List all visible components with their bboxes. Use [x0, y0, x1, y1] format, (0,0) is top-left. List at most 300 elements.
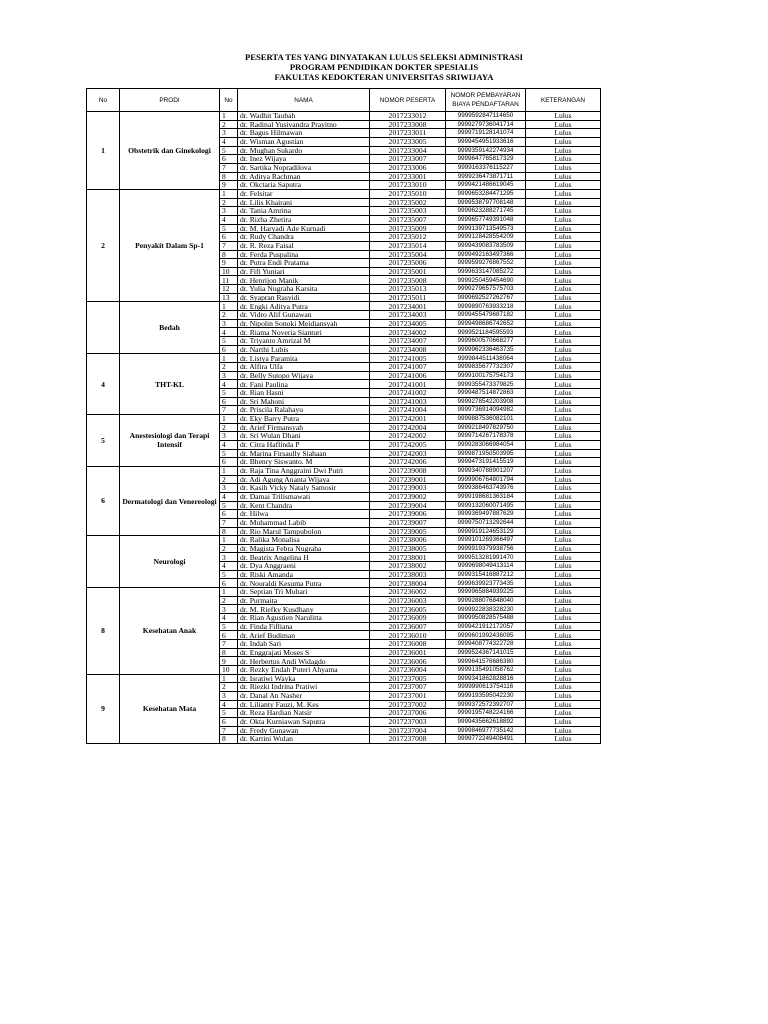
participant-number-cell: 2017235012	[370, 233, 446, 242]
participant-name-cell: dr. Herbertus Andi Widagdo	[238, 657, 370, 666]
participant-name-cell: dr. Okctaria Saputra	[238, 181, 370, 190]
row-index-cell: 2	[220, 120, 238, 129]
table-body	[87, 112, 601, 744]
table-row	[87, 536, 601, 545]
status-cell: Lulus	[526, 414, 601, 423]
participant-name-cell: dr. Arief Budiman	[238, 631, 370, 640]
status-cell: Lulus	[526, 259, 601, 268]
row-index-cell: 5	[220, 337, 238, 346]
row-index-cell: 6	[220, 579, 238, 588]
payment-number-cell: 9999772249408491	[446, 735, 526, 744]
participant-name-cell: dr. Tania Amrina	[238, 207, 370, 216]
participant-number-cell: 2017242004	[370, 423, 446, 432]
participant-number-cell: 2017241003	[370, 397, 446, 406]
status-cell: Lulus	[526, 172, 601, 181]
participant-name-cell: dr. Dya Anggraeni	[238, 562, 370, 571]
row-index-cell: 4	[220, 380, 238, 389]
row-index-cell: 7	[220, 726, 238, 735]
participant-name-cell: dr. Engki Aditya Putra	[238, 302, 370, 311]
participant-number-cell: 2017233012	[370, 112, 446, 121]
participant-number-cell: 2017233001	[370, 172, 446, 181]
participant-name-cell: dr. Sri Mahoni	[238, 397, 370, 406]
status-cell: Lulus	[526, 328, 601, 337]
table-row	[87, 112, 601, 121]
status-cell: Lulus	[526, 423, 601, 432]
row-index-cell: 8	[220, 172, 238, 181]
row-index-cell: 1	[220, 354, 238, 363]
participant-number-cell: 2017241005	[370, 354, 446, 363]
column-header-no: No	[87, 89, 120, 112]
payment-number-cell: 9999887536082101	[446, 414, 526, 423]
participant-name-cell: dr. R. Reza Faisal	[238, 241, 370, 250]
participant-name-cell: dr. Alfira Ulfa	[238, 363, 370, 372]
status-cell: Lulus	[526, 466, 601, 475]
participant-number-cell: 2017235013	[370, 285, 446, 294]
row-index-cell: 5	[220, 224, 238, 233]
row-index-cell: 4	[220, 700, 238, 709]
status-cell: Lulus	[526, 510, 601, 519]
participant-number-cell: 2017241004	[370, 406, 446, 415]
row-index-cell: 4	[220, 137, 238, 146]
status-cell: Lulus	[526, 536, 601, 545]
status-cell: Lulus	[526, 112, 601, 121]
payment-number-cell: 9999714267178378	[446, 432, 526, 441]
payment-number-cell: 9999498686742652	[446, 319, 526, 328]
participant-number-cell: 2017235014	[370, 241, 446, 250]
row-index-cell: 3	[220, 432, 238, 441]
row-index-cell: 6	[220, 155, 238, 164]
participant-number-cell: 2017237002	[370, 700, 446, 709]
status-cell: Lulus	[526, 215, 601, 224]
payment-number-cell: 9999846977735142	[446, 726, 526, 735]
status-cell: Lulus	[526, 605, 601, 614]
participant-number-cell: 2017234002	[370, 328, 446, 337]
payment-number-cell: 9999421486619045	[446, 181, 526, 190]
status-cell: Lulus	[526, 345, 601, 354]
status-cell: Lulus	[526, 570, 601, 579]
payment-number-cell: 9999657749391048	[446, 215, 526, 224]
payment-number-cell: 9999315416887212	[446, 570, 526, 579]
payment-number-cell: 9999692527262767	[446, 293, 526, 302]
row-index-cell: 4	[220, 328, 238, 337]
row-index-cell: 4	[220, 562, 238, 571]
payment-number-cell: 9999132060071495	[446, 501, 526, 510]
table-row	[87, 466, 601, 475]
participant-number-cell: 2017242002	[370, 432, 446, 441]
participant-number-cell: 2017239007	[370, 518, 446, 527]
payment-number-cell: 9999454951933616	[446, 137, 526, 146]
payment-number-cell: 9999279736041714	[446, 120, 526, 129]
participant-name-cell: dr. Narthi Lubis	[238, 345, 370, 354]
payment-number-cell: 9999599276867552	[446, 259, 526, 268]
participant-number-cell: 2017233006	[370, 163, 446, 172]
table-row	[87, 674, 601, 683]
participant-name-cell: dr. Yulia Nugraha Karsita	[238, 285, 370, 294]
status-cell: Lulus	[526, 354, 601, 363]
status-cell: Lulus	[526, 631, 601, 640]
row-index-cell: 2	[220, 311, 238, 320]
program-cell: Dermatologi dan Venereologi	[120, 466, 220, 535]
participant-name-cell: dr. Wisman Agustian	[238, 137, 370, 146]
participant-name-cell: dr. Putra Endi Pratama	[238, 259, 370, 268]
participant-name-cell: dr. Kartini Wulan	[238, 735, 370, 744]
status-cell: Lulus	[526, 449, 601, 458]
payment-number-cell: 9999128428554209	[446, 233, 526, 242]
row-index-cell: 3	[220, 129, 238, 138]
column-header-note: KETERANGAN	[526, 89, 601, 112]
status-cell: Lulus	[526, 380, 601, 389]
payment-header-line1: NOMOR PEMBAYARAN	[450, 92, 521, 99]
status-cell: Lulus	[526, 389, 601, 398]
participant-number-cell: 2017239005	[370, 527, 446, 536]
participant-number-cell: 2017241007	[370, 363, 446, 372]
status-cell: Lulus	[526, 397, 601, 406]
participant-number-cell: 2017236005	[370, 605, 446, 614]
participant-name-cell: dr. Rian Agustien Narulitta	[238, 614, 370, 623]
group-number-cell: 4	[87, 354, 120, 415]
payment-number-cell: 9999236473871711	[446, 172, 526, 181]
row-index-cell: 4	[220, 440, 238, 449]
row-index-cell: 2	[220, 198, 238, 207]
participant-name-cell: dr. Okta Kurniawan Saputra	[238, 717, 370, 726]
row-index-cell: 5	[220, 501, 238, 510]
row-index-cell: 3	[220, 207, 238, 216]
status-cell: Lulus	[526, 553, 601, 562]
status-cell: Lulus	[526, 432, 601, 441]
participant-name-cell: dr. Riama Noveria Sianturi	[238, 328, 370, 337]
program-cell: Obstetrik dan Ginekologi	[120, 112, 220, 190]
payment-number-cell: 9999890763933218	[446, 302, 526, 311]
participant-name-cell: dr. Syapran Rasyidi	[238, 293, 370, 302]
status-cell: Lulus	[526, 146, 601, 155]
participant-number-cell: 2017236007	[370, 622, 446, 631]
row-index-cell: 9	[220, 657, 238, 666]
status-cell: Lulus	[526, 276, 601, 285]
row-index-cell: 1	[220, 189, 238, 198]
participant-number-cell: 2017236004	[370, 666, 446, 675]
participant-number-cell: 2017235008	[370, 276, 446, 285]
participant-number-cell: 2017235004	[370, 250, 446, 259]
row-index-cell: 6	[220, 458, 238, 467]
payment-number-cell: 9999641576686380	[446, 657, 526, 666]
participant-number-cell: 2017233007	[370, 155, 446, 164]
row-index-cell: 1	[220, 588, 238, 597]
status-cell: Lulus	[526, 120, 601, 129]
participant-name-cell: dr. Kent Chandra	[238, 501, 370, 510]
participant-name-cell: dr. Magista Febra Nugraha	[238, 544, 370, 553]
payment-number-cell: 9999439083783509	[446, 241, 526, 250]
row-index-cell: 4	[220, 614, 238, 623]
payment-number-cell: 9999372572392707	[446, 700, 526, 709]
participant-number-cell: 2017241006	[370, 371, 446, 380]
payment-number-cell: 9999736914094982	[446, 406, 526, 415]
participant-name-cell: dr. Inez Wijaya	[238, 155, 370, 164]
participant-number-cell: 2017239002	[370, 492, 446, 501]
payment-number-cell: 9999653284471295	[446, 189, 526, 198]
participant-number-cell: 2017235010	[370, 189, 446, 198]
participant-name-cell: dr. Lilis Khairani	[238, 198, 370, 207]
participant-number-cell: 2017234005	[370, 319, 446, 328]
participant-number-cell: 2017236009	[370, 614, 446, 623]
row-index-cell: 1	[220, 536, 238, 545]
row-index-cell: 3	[220, 553, 238, 562]
payment-number-cell: 9999455479687182	[446, 311, 526, 320]
status-cell: Lulus	[526, 224, 601, 233]
participant-number-cell: 2017239001	[370, 475, 446, 484]
participant-name-cell: dr. Priscila Ralahayu	[238, 406, 370, 415]
participant-name-cell: dr. Aditya Rachman	[238, 172, 370, 181]
status-cell: Lulus	[526, 155, 601, 164]
status-cell: Lulus	[526, 267, 601, 276]
participant-number-cell: 2017238003	[370, 570, 446, 579]
participant-number-cell: 2017234007	[370, 337, 446, 346]
table-row	[87, 302, 601, 311]
status-cell: Lulus	[526, 657, 601, 666]
participant-number-cell: 2017233010	[370, 181, 446, 190]
participant-number-cell: 2017236003	[370, 596, 446, 605]
participant-name-cell: dr. Kasih Vicky Nataly Samosir	[238, 484, 370, 493]
row-index-cell: 2	[220, 423, 238, 432]
payment-number-cell: 9999198681363184	[446, 492, 526, 501]
payment-number-cell: 9999844511438064	[446, 354, 526, 363]
payment-number-cell: 9999600570668277	[446, 337, 526, 346]
status-cell: Lulus	[526, 596, 601, 605]
payment-number-cell: 9999906764801794	[446, 475, 526, 484]
participants-table	[86, 88, 601, 744]
participant-name-cell: dr. Radinal Yusivandra Prayitno	[238, 120, 370, 129]
participant-number-cell: 2017237004	[370, 726, 446, 735]
row-index-cell: 11	[220, 276, 238, 285]
participant-name-cell: dr. Adi Agung Ananta Wijaya	[238, 475, 370, 484]
column-header-participant-number: NOMOR PESERTA	[370, 89, 446, 112]
row-index-cell: 7	[220, 640, 238, 649]
participant-number-cell: 2017235009	[370, 224, 446, 233]
participant-number-cell: 2017238004	[370, 579, 446, 588]
status-cell: Lulus	[526, 207, 601, 216]
row-index-cell: 6	[220, 233, 238, 242]
participant-number-cell: 2017237001	[370, 691, 446, 700]
participant-name-cell: dr. Enggrajati Moses S	[238, 648, 370, 657]
participant-number-cell: 2017239003	[370, 484, 446, 493]
payment-number-cell: 9999250459454690	[446, 276, 526, 285]
row-index-cell: 6	[220, 631, 238, 640]
row-index-cell: 7	[220, 163, 238, 172]
status-cell: Lulus	[526, 726, 601, 735]
group-number-cell: 8	[87, 588, 120, 675]
participant-number-cell: 2017236001	[370, 648, 446, 657]
status-cell: Lulus	[526, 683, 601, 692]
participant-number-cell: 2017242001	[370, 414, 446, 423]
payment-number-cell: 9999835677732307	[446, 363, 526, 372]
group-number-cell: 2	[87, 189, 120, 302]
status-cell: Lulus	[526, 293, 601, 302]
participant-name-cell: dr. Beatrix Angelina H	[238, 553, 370, 562]
participant-name-cell: dr. Bhenry Siswanto. M	[238, 458, 370, 467]
payment-number-cell: 9999408774322728	[446, 640, 526, 649]
status-cell: Lulus	[526, 250, 601, 259]
status-cell: Lulus	[526, 717, 601, 726]
participant-name-cell: dr. Rezky Endah Puteri Ahyama	[238, 666, 370, 675]
row-index-cell: 5	[220, 709, 238, 718]
payment-number-cell: 9999473191415519	[446, 458, 526, 467]
participant-number-cell: 2017234008	[370, 345, 446, 354]
payment-number-cell: 9999193595042230	[446, 691, 526, 700]
document-subtitle-faculty: FAKULTAS KEDOKTERAN UNIVERSITAS SRIWIJAYA	[274, 72, 494, 82]
participant-name-cell: dr. Hilwa	[238, 510, 370, 519]
participant-name-cell: dr. Fifi Yuniari	[238, 267, 370, 276]
participant-name-cell: dr. Rudy Chandra	[238, 233, 370, 242]
row-index-cell: 10	[220, 267, 238, 276]
participant-number-cell: 2017241002	[370, 389, 446, 398]
participant-number-cell: 2017239008	[370, 466, 446, 475]
status-cell: Lulus	[526, 674, 601, 683]
participant-name-cell: dr. Listya Paramita	[238, 354, 370, 363]
group-number-cell: 6	[87, 466, 120, 535]
row-index-cell: 7	[220, 518, 238, 527]
status-cell: Lulus	[526, 700, 601, 709]
participant-number-cell: 2017237003	[370, 717, 446, 726]
status-cell: Lulus	[526, 198, 601, 207]
payment-number-cell: 9999487514872863	[446, 389, 526, 398]
participant-number-cell: 2017242005	[370, 440, 446, 449]
payment-number-cell: 9999101269366497	[446, 536, 526, 545]
row-index-cell: 4	[220, 215, 238, 224]
payment-number-cell: 9999750713292644	[446, 518, 526, 527]
column-header-name: NAMA	[238, 89, 370, 112]
status-cell: Lulus	[526, 501, 601, 510]
row-index-cell: 2	[220, 596, 238, 605]
payment-number-cell: 9999919379938756	[446, 544, 526, 553]
participant-name-cell: dr. Isratiwi Wayka	[238, 674, 370, 683]
group-number-cell: 1	[87, 112, 120, 190]
participant-number-cell: 2017242003	[370, 449, 446, 458]
participant-number-cell: 2017238005	[370, 544, 446, 553]
payment-number-cell: 9999639923773435	[446, 579, 526, 588]
payment-number-cell: 9999922838328230	[446, 605, 526, 614]
status-cell: Lulus	[526, 484, 601, 493]
participant-number-cell: 2017233008	[370, 120, 446, 129]
row-index-cell: 9	[220, 181, 238, 190]
row-index-cell: 9	[220, 259, 238, 268]
payment-number-cell: 9999521184595593	[446, 328, 526, 337]
payment-number-cell: 9999369497887629	[446, 510, 526, 519]
participant-name-cell: dr. Arief Firmansyah	[238, 423, 370, 432]
participant-number-cell: 2017238002	[370, 562, 446, 571]
status-cell: Lulus	[526, 544, 601, 553]
participant-name-cell: dr. Rian Hasni	[238, 389, 370, 398]
status-cell: Lulus	[526, 189, 601, 198]
participant-number-cell: 2017237005	[370, 674, 446, 683]
payment-number-cell: 9999341862828816	[446, 674, 526, 683]
status-cell: Lulus	[526, 735, 601, 744]
payment-number-cell: 9999623288271745	[446, 207, 526, 216]
row-index-cell: 7	[220, 241, 238, 250]
participant-name-cell: dr. Fani Paulina	[238, 380, 370, 389]
participant-number-cell: 2017237007	[370, 683, 446, 692]
status-cell: Lulus	[526, 337, 601, 346]
payment-number-cell: 9999355473379825	[446, 380, 526, 389]
status-cell: Lulus	[526, 371, 601, 380]
status-cell: Lulus	[526, 363, 601, 372]
participant-number-cell: 2017234003	[370, 311, 446, 320]
participant-number-cell: 2017241001	[370, 380, 446, 389]
payment-number-cell: 9999279657575703	[446, 285, 526, 294]
row-index-cell: 1	[220, 302, 238, 311]
program-cell: THT-KL	[120, 354, 220, 415]
participant-name-cell: dr. Triyanto Amrizal M	[238, 337, 370, 346]
status-cell: Lulus	[526, 614, 601, 623]
participant-name-cell: dr. Rizha Zhetira	[238, 215, 370, 224]
table-row	[87, 354, 601, 363]
status-cell: Lulus	[526, 319, 601, 328]
participant-name-cell: dr. Riski Amanda	[238, 570, 370, 579]
status-cell: Lulus	[526, 709, 601, 718]
participant-number-cell: 2017235003	[370, 207, 446, 216]
payment-number-cell: 9999492163497366	[446, 250, 526, 259]
participant-number-cell: 2017238001	[370, 553, 446, 562]
payment-number-cell: 9999100175754173	[446, 371, 526, 380]
participant-number-cell: 2017235007	[370, 215, 446, 224]
row-index-cell: 12	[220, 285, 238, 294]
row-index-cell: 6	[220, 510, 238, 519]
payment-number-cell: 9999871950503995	[446, 449, 526, 458]
participant-number-cell: 2017237008	[370, 735, 446, 744]
program-cell: Kesehatan Anak	[120, 588, 220, 675]
row-index-cell: 3	[220, 605, 238, 614]
participant-name-cell: dr. Eky Barry Putra	[238, 414, 370, 423]
payment-number-cell: 9999962336463735	[446, 345, 526, 354]
participant-name-cell: dr. Henrijon Manik	[238, 276, 370, 285]
row-index-cell: 1	[220, 674, 238, 683]
column-header-payment-number	[446, 89, 526, 112]
status-cell: Lulus	[526, 648, 601, 657]
status-cell: Lulus	[526, 518, 601, 527]
participant-name-cell: dr. Mughan Sukardo	[238, 146, 370, 155]
status-cell: Lulus	[526, 137, 601, 146]
participant-name-cell: dr. Sartika Nopradilova	[238, 163, 370, 172]
payment-number-cell: 9999386463743976	[446, 484, 526, 493]
payment-number-cell: 9999719128141074	[446, 129, 526, 138]
group-number-cell	[87, 536, 120, 588]
participant-name-cell: dr. Lilianty Fauzi, M. Kes	[238, 700, 370, 709]
row-index-cell: 8	[220, 648, 238, 657]
status-cell: Lulus	[526, 691, 601, 700]
status-cell: Lulus	[526, 406, 601, 415]
row-index-cell: 4	[220, 492, 238, 501]
participant-number-cell: 2017236002	[370, 588, 446, 597]
participant-name-cell: dr. Reza Hardian Natsir	[238, 709, 370, 718]
payment-number-cell: 9999421912172057	[446, 622, 526, 631]
row-index-cell: 8	[220, 250, 238, 259]
participant-number-cell: 2017236010	[370, 631, 446, 640]
payment-number-cell: 9999278542203908	[446, 397, 526, 406]
payment-number-cell: 9999283066984054	[446, 440, 526, 449]
table-header-row	[87, 89, 601, 112]
row-index-cell: 1	[220, 466, 238, 475]
payment-number-cell: 9999359142274934	[446, 146, 526, 155]
payment-number-cell: 9999139713549573	[446, 224, 526, 233]
participant-number-cell: 2017235006	[370, 259, 446, 268]
participant-name-cell: dr. Raja Tina Anggraini Dwi Putri	[238, 466, 370, 475]
status-cell: Lulus	[526, 311, 601, 320]
program-cell: Kesehatan Mata	[120, 674, 220, 743]
row-index-cell: 3	[220, 319, 238, 328]
payment-number-cell: 9999135491058762	[446, 666, 526, 675]
participant-number-cell: 2017237006	[370, 709, 446, 718]
participant-name-cell: dr. Riezki Indrina Pratiwi	[238, 683, 370, 692]
status-cell: Lulus	[526, 241, 601, 250]
row-index-cell: 2	[220, 363, 238, 372]
